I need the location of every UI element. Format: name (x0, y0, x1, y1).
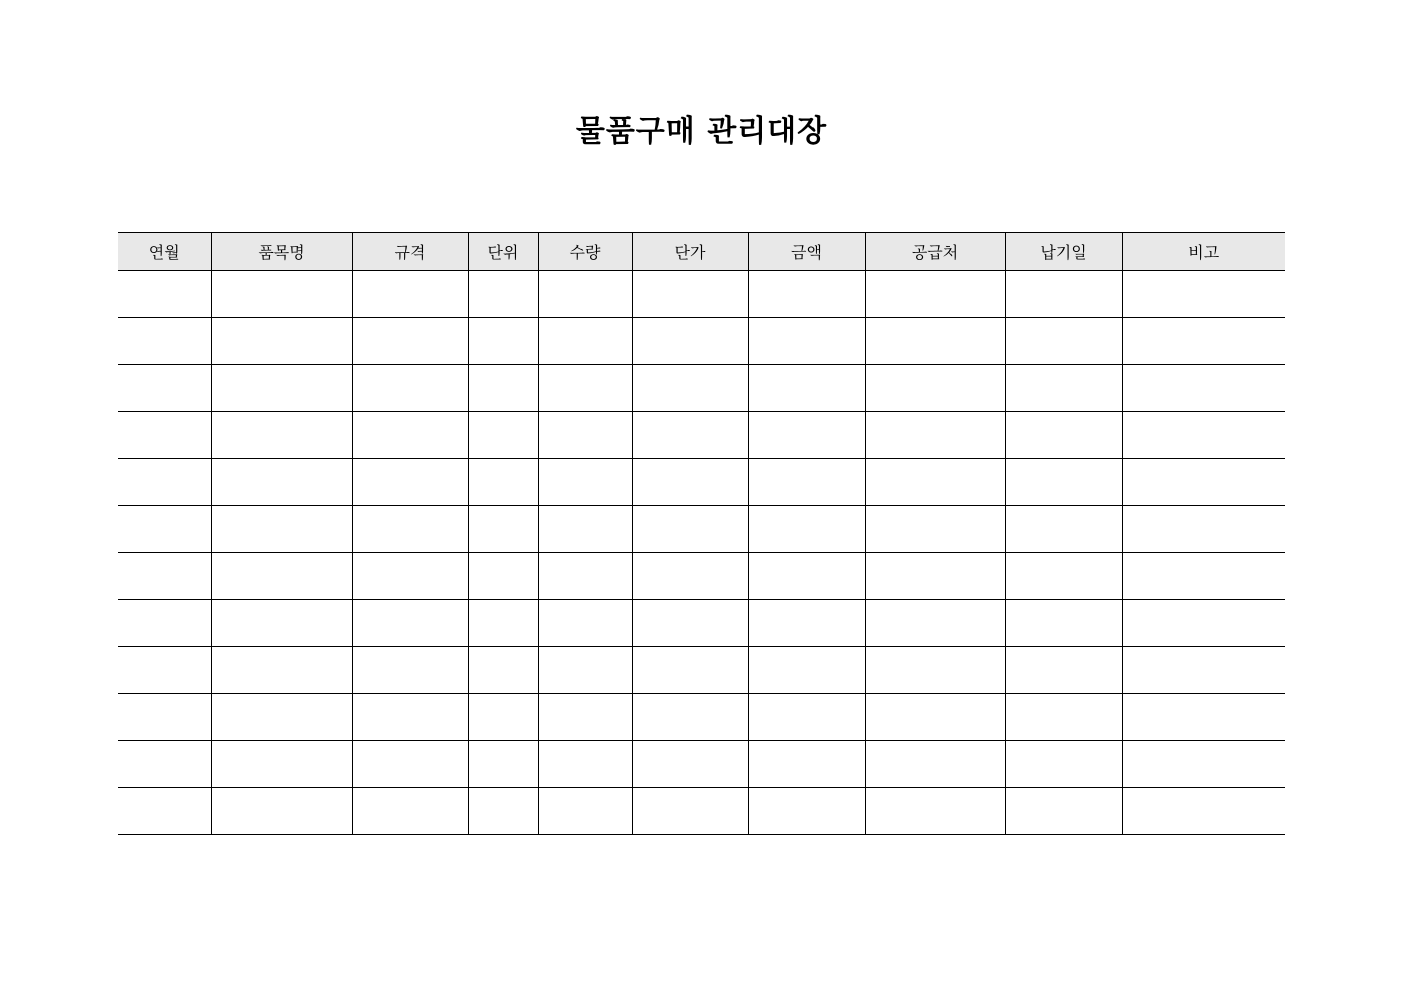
table-cell[interactable] (748, 506, 865, 553)
table-cell[interactable] (468, 365, 538, 412)
table-cell[interactable] (748, 553, 865, 600)
table-cell[interactable] (211, 459, 352, 506)
table-cell[interactable] (538, 553, 632, 600)
table-cell[interactable] (865, 788, 1005, 835)
table-cell[interactable] (748, 647, 865, 694)
table-row (118, 788, 1285, 835)
table-cell[interactable] (538, 788, 632, 835)
table-cell[interactable] (1122, 741, 1285, 788)
table-cell[interactable] (211, 553, 352, 600)
table-cell[interactable] (211, 271, 352, 318)
column-header-delivery-date: 납기일 (1005, 233, 1122, 271)
table-row (118, 506, 1285, 553)
table-cell[interactable] (352, 741, 468, 788)
table-cell[interactable] (632, 318, 748, 365)
table-cell[interactable] (352, 647, 468, 694)
table-cell[interactable] (118, 553, 211, 600)
table-cell[interactable] (1005, 412, 1122, 459)
table-cell[interactable] (1005, 318, 1122, 365)
table-cell[interactable] (211, 647, 352, 694)
table-cell[interactable] (1122, 553, 1285, 600)
table-cell[interactable] (468, 553, 538, 600)
table-cell[interactable] (352, 506, 468, 553)
table-row (118, 412, 1285, 459)
table-cell[interactable] (865, 506, 1005, 553)
table-cell[interactable] (118, 694, 211, 741)
table-cell[interactable] (538, 647, 632, 694)
table-cell[interactable] (1122, 647, 1285, 694)
table-cell[interactable] (211, 694, 352, 741)
table-cell[interactable] (1122, 694, 1285, 741)
table-header-row (118, 233, 1285, 271)
table-cell[interactable] (211, 741, 352, 788)
column-header-unit-price: 단가 (632, 233, 748, 271)
table-cell[interactable] (211, 365, 352, 412)
table-cell[interactable] (865, 741, 1005, 788)
table-cell[interactable] (352, 788, 468, 835)
table-cell[interactable] (1005, 271, 1122, 318)
table-cell[interactable] (748, 318, 865, 365)
table-cell[interactable] (1005, 788, 1122, 835)
column-header-amount: 금액 (748, 233, 865, 271)
column-header-specification: 규격 (352, 233, 468, 271)
table-cell[interactable] (865, 553, 1005, 600)
table-cell[interactable] (211, 506, 352, 553)
column-header-supplier: 공급처 (865, 233, 1005, 271)
table-cell[interactable] (468, 741, 538, 788)
table-cell[interactable] (1005, 741, 1122, 788)
table-cell[interactable] (118, 412, 211, 459)
column-header-remarks: 비고 (1122, 233, 1285, 271)
table-cell[interactable] (632, 459, 748, 506)
table-cell[interactable] (118, 459, 211, 506)
table-cell[interactable] (352, 600, 468, 647)
table-cell[interactable] (1122, 506, 1285, 553)
table-row (118, 459, 1285, 506)
table-cell[interactable] (632, 694, 748, 741)
table-cell[interactable] (468, 318, 538, 365)
table-row (118, 647, 1285, 694)
table-cell[interactable] (632, 506, 748, 553)
table-cell[interactable] (352, 412, 468, 459)
table-cell[interactable] (632, 741, 748, 788)
table-cell[interactable] (748, 694, 865, 741)
table-cell[interactable] (632, 647, 748, 694)
table-cell[interactable] (118, 365, 211, 412)
table-cell[interactable] (468, 600, 538, 647)
table-cell[interactable] (865, 412, 1005, 459)
table-cell[interactable] (748, 741, 865, 788)
table-cell[interactable] (538, 741, 632, 788)
table-cell[interactable] (1122, 459, 1285, 506)
table-cell[interactable] (538, 600, 632, 647)
table-cell[interactable] (352, 271, 468, 318)
table-cell[interactable] (865, 271, 1005, 318)
table-cell[interactable] (865, 694, 1005, 741)
table-cell[interactable] (118, 506, 211, 553)
table-cell[interactable] (211, 412, 352, 459)
table-row (118, 271, 1285, 318)
table-cell[interactable] (118, 741, 211, 788)
table-cell[interactable] (865, 459, 1005, 506)
table-row (118, 318, 1285, 365)
table-cell[interactable] (1005, 553, 1122, 600)
table-cell[interactable] (468, 647, 538, 694)
table-row (118, 694, 1285, 741)
table-cell[interactable] (748, 459, 865, 506)
table-cell[interactable] (748, 412, 865, 459)
table-cell[interactable] (1122, 318, 1285, 365)
table-cell[interactable] (211, 788, 352, 835)
table-cell[interactable] (352, 553, 468, 600)
column-header-item-name: 품목명 (211, 233, 352, 271)
table-cell[interactable] (538, 412, 632, 459)
table-cell[interactable] (632, 788, 748, 835)
table-cell[interactable] (1005, 647, 1122, 694)
table-cell[interactable] (1122, 365, 1285, 412)
table-cell[interactable] (538, 365, 632, 412)
table-cell[interactable] (748, 600, 865, 647)
table-cell[interactable] (748, 271, 865, 318)
table-cell[interactable] (538, 459, 632, 506)
table-cell[interactable] (865, 318, 1005, 365)
table-cell[interactable] (748, 365, 865, 412)
purchase-ledger-table (118, 232, 1285, 835)
column-header-unit: 단위 (468, 233, 538, 271)
table-cell[interactable] (468, 412, 538, 459)
table-cell[interactable] (632, 271, 748, 318)
table-cell[interactable] (1005, 459, 1122, 506)
table-cell[interactable] (118, 271, 211, 318)
table-cell[interactable] (468, 694, 538, 741)
table-cell[interactable] (538, 271, 632, 318)
table-cell[interactable] (632, 600, 748, 647)
table-cell[interactable] (1005, 694, 1122, 741)
table-cell[interactable] (1122, 788, 1285, 835)
table-row (118, 741, 1285, 788)
table-cell[interactable] (352, 459, 468, 506)
table-cell[interactable] (352, 694, 468, 741)
table-cell[interactable] (1005, 365, 1122, 412)
table-cell[interactable] (632, 365, 748, 412)
table-cell[interactable] (211, 318, 352, 365)
table-cell[interactable] (118, 647, 211, 694)
column-header-year-month: 연월 (118, 233, 211, 271)
column-header-quantity: 수량 (538, 233, 632, 271)
table-cell[interactable] (538, 506, 632, 553)
table-cell[interactable] (538, 318, 632, 365)
table-cell[interactable] (1005, 600, 1122, 647)
table-cell[interactable] (748, 788, 865, 835)
table-cell[interactable] (118, 788, 211, 835)
table-cell[interactable] (865, 647, 1005, 694)
table-row (118, 365, 1285, 412)
table-cell[interactable] (118, 318, 211, 365)
table-cell[interactable] (468, 271, 538, 318)
table-cell[interactable] (211, 600, 352, 647)
table-row (118, 553, 1285, 600)
table-cell[interactable] (468, 788, 538, 835)
table-cell[interactable] (632, 412, 748, 459)
page-title: 물품구매 관리대장 (575, 114, 828, 149)
table-cell[interactable] (1122, 600, 1285, 647)
table-cell[interactable] (352, 365, 468, 412)
table-cell[interactable] (1122, 271, 1285, 318)
table-cell[interactable] (468, 459, 538, 506)
table-cell[interactable] (538, 694, 632, 741)
table-cell[interactable] (865, 600, 1005, 647)
table-cell[interactable] (118, 600, 211, 647)
table-row (118, 600, 1285, 647)
table-cell[interactable] (1122, 412, 1285, 459)
table-cell[interactable] (632, 553, 748, 600)
table-cell[interactable] (865, 365, 1005, 412)
table-cell[interactable] (1005, 506, 1122, 553)
table-cell[interactable] (352, 318, 468, 365)
table-cell[interactable] (468, 506, 538, 553)
